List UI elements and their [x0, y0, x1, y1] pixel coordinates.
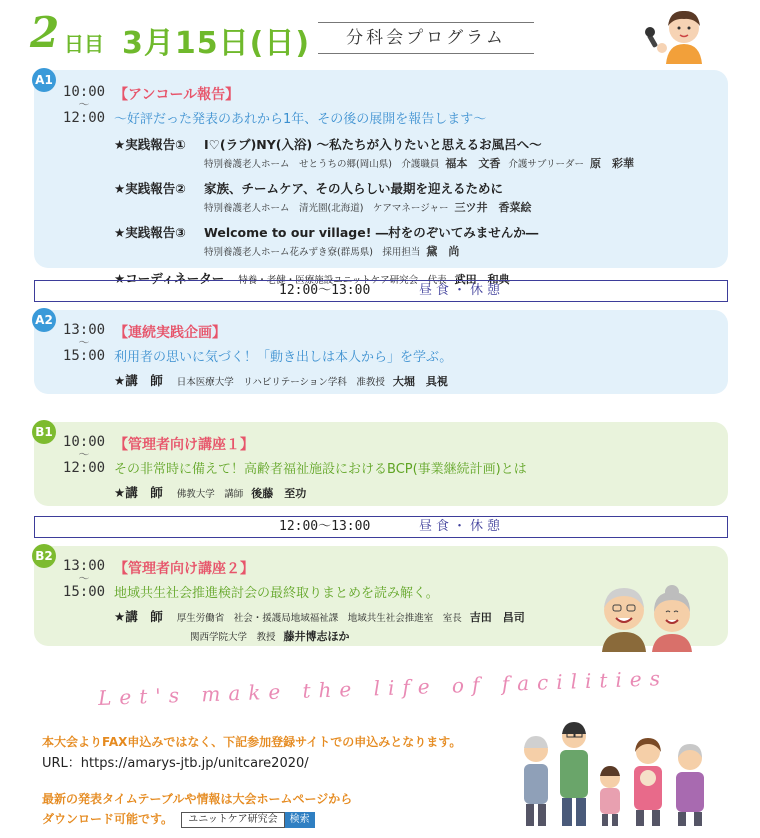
registration-notice: 本大会よりFAX申込みではなく、下記参加登録サイトでの申込みとなります。 — [42, 735, 462, 749]
program-title: 分科会プログラム — [318, 22, 534, 54]
report-2 — [114, 179, 718, 215]
lecturer-name: 藤井博志ほか — [283, 630, 350, 643]
session-a1 — [34, 70, 728, 286]
lunch-break-2 — [34, 516, 728, 538]
end-time: 15:00 — [62, 584, 106, 600]
session-subtitle: 〜好評だった発表のあれから1年、その後の展開を報告します〜 — [114, 112, 487, 127]
lunch-break-1 — [34, 280, 728, 302]
coordinator-affiliation: 特養・老健・医療施設ユニットケア研究会 代表 — [238, 275, 447, 286]
coordinator-label: ★コーディネーター — [114, 271, 225, 286]
lecturer-name: 後藤 至功 — [251, 487, 307, 500]
session-subtitle: 利用者の思いに気づく！「動き出しは本人から」を学ぶ。 — [114, 350, 453, 365]
session-content — [114, 322, 718, 389]
end-time: 15:00 — [62, 348, 106, 364]
time-separator: 〜 — [78, 336, 90, 349]
lunch-label: 昼食・休憩 — [419, 283, 505, 298]
lecturer-label: ★講 師 — [114, 485, 163, 500]
presenter-with-mic-illustration — [638, 8, 708, 64]
session-title: 【管理者向け講座２】 — [114, 561, 254, 577]
lunch-time: 12:00〜13:00 — [279, 519, 371, 534]
start-time: 10:00 — [62, 434, 106, 450]
report-title: Welcome to our village! ―村をのぞいてみませんか― — [204, 225, 539, 240]
registration-url[interactable]: URL：https://amarys-jtb.jp/unitcare2020/ — [42, 756, 309, 771]
report-title: I♡(ラブ)NY(入浴) 〜私たちが入りたいと思えるお風呂へ〜 — [204, 137, 542, 152]
session-content — [114, 434, 718, 501]
session-badge: A2 — [32, 308, 56, 332]
start-time: 13:00 — [62, 322, 106, 338]
time-separator: 〜 — [78, 98, 90, 111]
lunch-label: 昼食・休憩 — [419, 519, 505, 534]
report-affiliation: 特別養護老人ホーム花みずき寮(群馬県) 採用担当 — [204, 247, 421, 258]
elderly-couple-illustration — [594, 580, 704, 652]
lecturer-label: ★講 師 — [114, 609, 163, 624]
lecturer-name: 吉田 昌司 — [469, 611, 525, 624]
session-b1 — [34, 422, 728, 506]
lecturer-affiliation: 佛教大学 講師 — [176, 489, 244, 500]
end-time: 12:00 — [62, 460, 106, 476]
session-badge: B2 — [32, 544, 56, 568]
time-separator: 〜 — [78, 448, 90, 461]
session-subtitle: その非常時に備えて！高齢者福祉施設におけるBCP(事業継続計画)とは — [114, 462, 527, 477]
time-separator: 〜 — [78, 572, 90, 585]
presenter-name: 福本 文香 — [445, 157, 501, 170]
report-affiliation: 特別養護老人ホーム せとうちの郷(岡山県) 介護職員 — [204, 159, 440, 170]
lunch-time: 12:00〜13:00 — [279, 283, 371, 298]
session-badge: B1 — [32, 420, 56, 444]
session-subtitle: 地域共生社会推進検討会の最終取りまとめを読み解く。 — [114, 586, 439, 601]
session-time — [60, 434, 108, 476]
download-notice: ダウンロード可能です。 — [42, 812, 174, 826]
search-input[interactable]: ユニットケア研究会 — [181, 812, 284, 828]
coordinator-name: 武田 和典 — [454, 273, 510, 286]
report-label: ★実践報告② — [114, 181, 186, 196]
report-label: ★実践報告① — [114, 137, 186, 152]
family-illustration — [518, 722, 714, 828]
lecturer-affiliation: 関西学院大学 教授 — [190, 632, 276, 643]
presenter-name: 原 彩華 — [590, 157, 635, 170]
report-role: 介護サブリーダー — [508, 159, 585, 170]
tagline: Let's make the life of facilities — [97, 666, 669, 710]
day-number: 2 — [30, 8, 60, 57]
lecturer-name: 大堀 具視 — [392, 375, 448, 388]
event-date: 3月15日(日) — [122, 26, 311, 61]
session-time — [60, 558, 108, 600]
session-a2 — [34, 310, 728, 394]
session-badge: A1 — [32, 68, 56, 92]
website-notice: 最新の発表タイムテーブルや情報は大会ホームページから — [42, 792, 353, 806]
start-time: 10:00 — [62, 84, 106, 100]
report-affiliation: 特別養護老人ホーム 清光園(北海道) ケアマネージャー — [204, 203, 449, 214]
report-title: 家族、チームケア、その人らしい最期を迎えるために — [204, 181, 504, 196]
lecturer-label: ★講 師 — [114, 373, 163, 388]
start-time: 13:00 — [62, 558, 106, 574]
report-3 — [114, 223, 718, 259]
day-suffix: 日目 — [64, 32, 104, 56]
lecturer-affiliation: 日本医療大学 リハビリテーション学科 准教授 — [176, 377, 385, 388]
search-button[interactable]: 検索 — [285, 812, 315, 828]
lecturer-line — [114, 483, 718, 501]
session-title: 【管理者向け講座１】 — [114, 437, 254, 453]
session-title: 【アンコール報告】 — [114, 87, 240, 103]
session-content — [114, 84, 718, 287]
presenter-name: 黛 尚 — [426, 245, 460, 258]
lecturer-affiliation: 厚生労働省 社会・援護局地域福祉課 地域共生社会推進室 室長 — [176, 613, 462, 624]
lecturer-line — [114, 371, 718, 389]
end-time: 12:00 — [62, 110, 106, 126]
page-header — [30, 8, 730, 60]
report-label: ★実践報告③ — [114, 225, 186, 240]
session-time — [60, 322, 108, 364]
session-time — [60, 84, 108, 126]
report-1 — [114, 135, 718, 171]
download-notice-line — [42, 810, 315, 828]
presenter-name: 三ツ井 香菜絵 — [454, 201, 532, 214]
session-title: 【連続実践企画】 — [114, 325, 226, 341]
